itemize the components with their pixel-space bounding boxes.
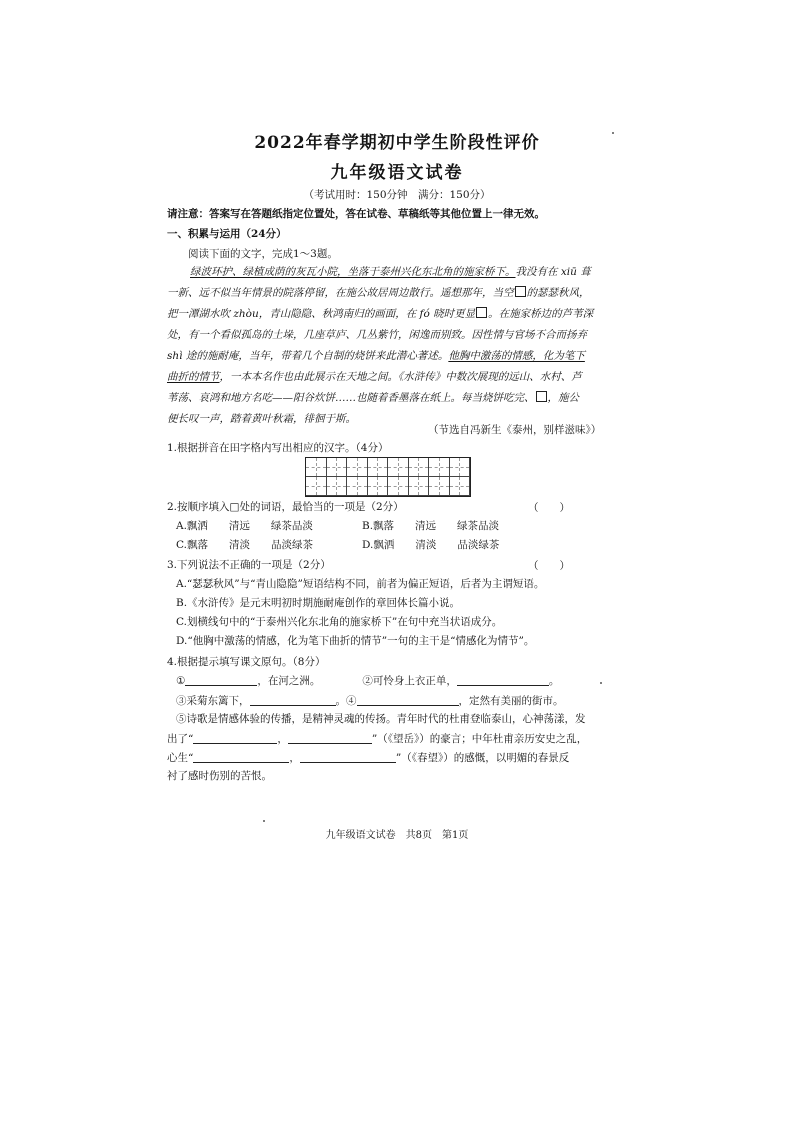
answer-blank[interactable]: [457, 673, 549, 686]
answer-blank[interactable]: [193, 750, 289, 763]
exam-page: 2022年春学期初中学生阶段性评价 九年级语文试卷 （考试用时：150分钟 满分：150分） 请注意：答案写在答题纸指定位置处，答在试卷、草稿纸等其他位置上一律无效。 一、积累与运用（24分） 阅读下面的文字，完成1～3题。 绿波环护、绿植成荫的灰瓦小院，坐落于泰州兴化东北角的施家桥下。我没有在 xiū 葺 一新、远不似当年情景的院落停留，在施公故居周边散行。遥想那年，当空 的瑟瑟秋风， 把一潭湖水吹 zhòu，青山隐隐、秋鸿南归的画面，在 fó 晓时更显 。在施家桥边的芦苇深 处，有一个看似孤岛的土垛，几座草庐、几丛紫竹，闲逸而别致。因性情与官场不合而扬弃 shì 途的施耐庵，当年，带着几个自制的烧饼来此潜心著述。他胸中激荡的情感，化为笔下 曲折的情节，一本本名作也由此展示在天地之间。《水浒传》中数次展现的远山、水村、芦 苇荡、哀鸿和地方名吃——阳谷炊饼……也随着香墨落在纸上。每当烧饼吃完、 ，施公 便长叹一声，踏着黄叶秋霜，徘徊于斯。 （节选自冯新生《泰州，别样滋味》） 1.根据拼音在田字格内写出相应的汉字。（4分） 2.按顺序填入□处的词语，最恰当的一项是（2分） （ ） A.飘洒 清远 绿茶品淡 B.飘落 清远 绿茶品淡 C.飘落 清淡 品淡绿茶 D.飘洒 清淡 品淡绿茶 3.下列说法不正确的一项是（2分） （ ） A.“瑟瑟秋风”与“青山隐隐”短语结构不同，前者为偏正短语，后者为主谓短语。 B.《水浒传》是元末明初时期施耐庵创作的章回体长篇小说。 C.划横线句中的“于泰州兴化东北角的施家桥下”在句中充当状语成分。 D.“他胸中激荡的情感，化为笔下曲折的情节”一句的主干是“情感化为情节”。 4.根据提示填写课文原句。（8分） ① ，在河之洲。 ②可怜身上衣正单， 。 ③采菊东篱下， 。④ ，定然有美丽的街市。 ⑤诗歌是情感体验的传播，是精神灵魂的传扬。青年时代的杜甫登临泰山，心神荡漾，发 出了“ ， ”（《望岳》）的豪言；中年杜甫亲历安史之乱， 心生“ ， ”（《春望》）的感慨，以明媚的春景反 衬了感时伤别的苦恨。 九年级语文试卷 共8页 第1页: [0, 0, 794, 1123]
scan-speck: [263, 820, 265, 822]
answer-blank[interactable]: [185, 673, 257, 686]
reading-intro: 阅读下面的文字，完成1～3题。: [188, 248, 338, 260]
option-c: C.飘落 清淡 品淡绿茶: [176, 539, 313, 551]
answer-paren: （ ）: [528, 502, 570, 514]
question-3: 3.下列说法不正确的一项是（2分）: [167, 559, 331, 571]
answer-blank[interactable]: [193, 731, 277, 744]
underlined-sentence: 绿波环护、绿植成荫的灰瓦小院，坐落于泰州兴化东北角的施家桥下。: [190, 266, 516, 278]
page-footer: 九年级语文试卷 共8页 第1页: [325, 830, 469, 841]
option-d: D.飘洒 清淡 品淡绿茶: [362, 539, 500, 551]
tianzige-grid[interactable]: [305, 457, 471, 497]
answer-blank[interactable]: [357, 693, 459, 706]
scan-speck: [600, 682, 602, 684]
exam-info: （考试用时：150分钟 满分：150分）: [303, 189, 491, 201]
passage-source: （节选自冯新生《泰州，别样滋味》）: [428, 424, 602, 436]
underlined-sentence: 他胸中激荡的情感，化为笔下: [448, 350, 585, 362]
fill-line-3: ⑤诗歌是情感体验的传播，是精神灵魂的传扬。青年时代的杜甫登临泰山，心神荡漾，发: [176, 713, 586, 725]
fill-line-1: ① ，在河之洲。 ②可怜身上衣正单， 。: [176, 675, 560, 687]
exam-subtitle: 九年级语文试卷: [330, 163, 464, 183]
fill-line-5: 心生“ ， ”（《春望》）的感慨，以明媚的春景反: [167, 752, 570, 764]
option-c: C.划横线句中的“于泰州兴化东北角的施家桥下”在句中充当状语成分。: [176, 616, 503, 628]
exam-title: 2022年春学期初中学生阶段性评价: [254, 133, 540, 153]
option-b: B.《水浒传》是元末明初时期施耐庵创作的章回体长篇小说。: [176, 597, 461, 609]
question-1: 1.根据拼音在田字格内写出相应的汉字。（4分）: [167, 442, 389, 454]
answer-blank[interactable]: [300, 750, 396, 763]
answer-blank[interactable]: [250, 693, 336, 706]
question-2: 2.按顺序填入□处的词语，最恰当的一项是（2分）: [167, 501, 404, 513]
notice: 请注意：答案写在答题纸指定位置处，答在试卷、草稿纸等其他位置上一律无效。: [167, 208, 545, 220]
option-d: D.“他胸中激荡的情感，化为笔下曲折的情节”一句的主干是“情感化为情节”。: [176, 635, 535, 647]
option-b: B.飘落 清远 绿茶品淡: [362, 520, 500, 532]
underlined-sentence: 曲折的情节: [167, 371, 220, 383]
fill-box: [536, 391, 547, 402]
answer-paren: （ ）: [528, 560, 570, 572]
option-a: A.飘洒 清远 绿茶品淡: [176, 520, 313, 532]
fill-line-4: 出了“ ， ”（《望岳》）的豪言；中年杜甫亲历安史之乱，: [167, 733, 588, 745]
answer-blank[interactable]: [288, 731, 372, 744]
fill-line-2: ③采菊东篱下， 。④ ，定然有美丽的街市。: [176, 695, 564, 707]
option-a: A.“瑟瑟秋风”与“青山隐隐”短语结构不同，前者为偏正短语，后者为主谓短语。: [176, 578, 545, 590]
fill-line-6: 衬了感时伤别的苦恨。: [167, 770, 272, 782]
question-4: 4.根据提示填写课文原句。（8分）: [167, 656, 326, 668]
scan-speck: [612, 132, 614, 134]
section-heading: 一、积累与运用（24分）: [167, 228, 287, 240]
fill-box: [515, 286, 526, 297]
fill-box: [476, 307, 487, 318]
